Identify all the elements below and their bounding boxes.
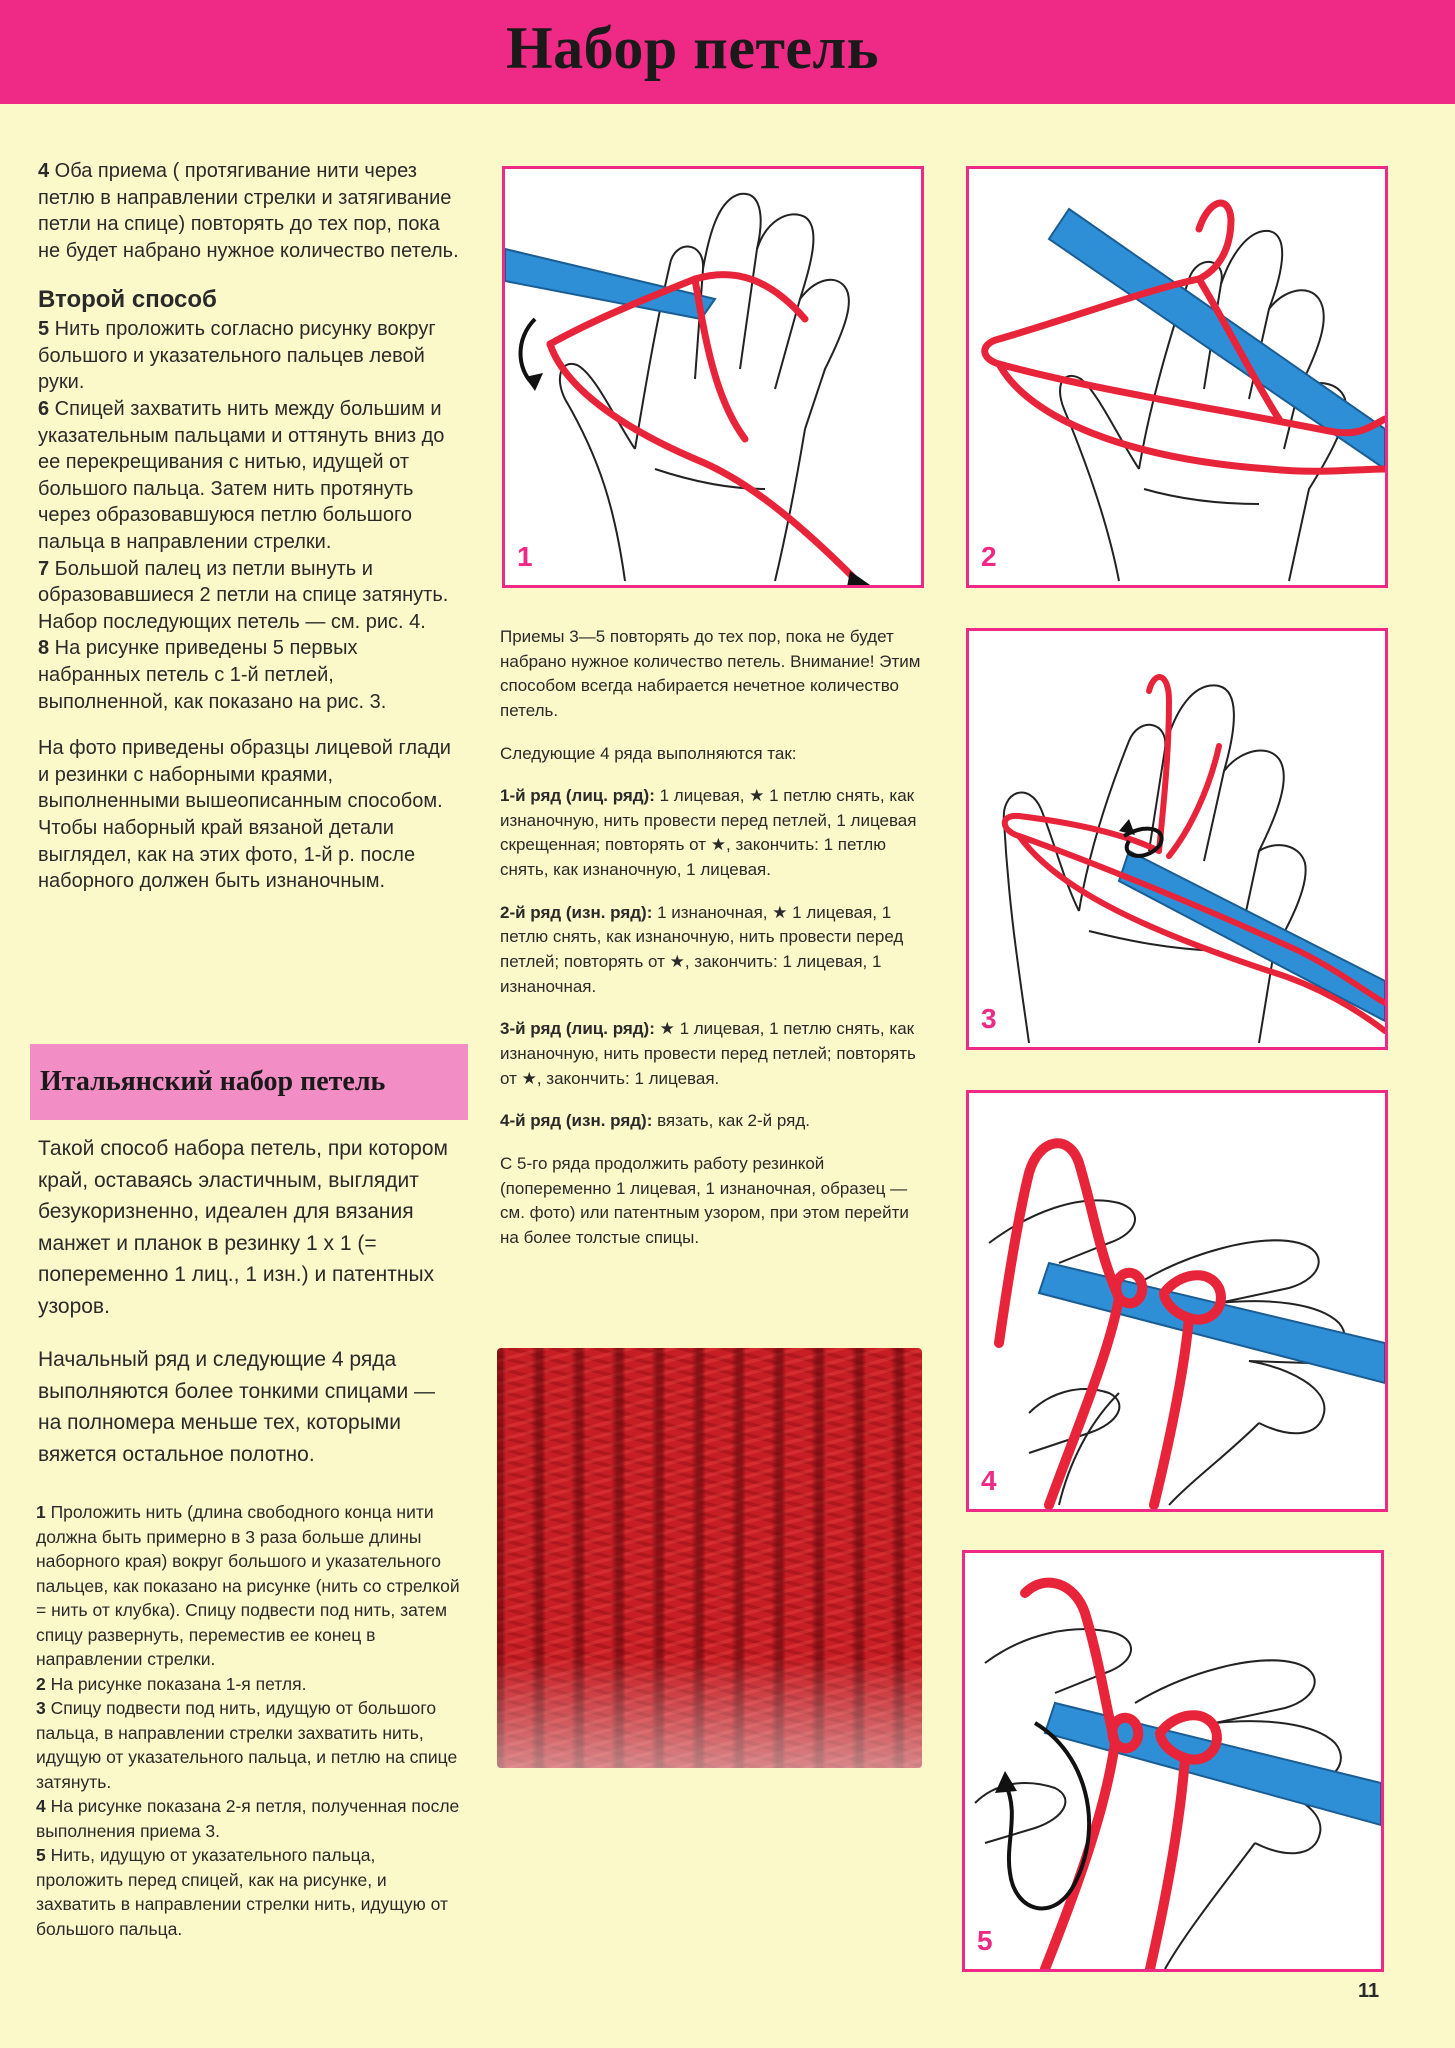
figure-5-number: 5 bbox=[977, 1925, 993, 1956]
row-4: 4-й ряд (изн. ряд): вязать, как 2-й ряд. bbox=[500, 1111, 810, 1131]
italian-section-title-box bbox=[30, 1044, 468, 1120]
step-8: 8 На рисунке приведены 5 первых набранных петель с 1-й петлей, выполненной, как показано на рис. 3. bbox=[38, 637, 387, 713]
figure-1-number: 1 bbox=[517, 541, 533, 572]
figure-4-illustration bbox=[969, 1093, 1385, 1509]
step-6: 6 Спицей захватить нить между большим и указательным пальцами и оттянуть вниз до ее перекрещивания с нитью, идущей от большого пальца. Затем нить протянуть через образовавшуюся петлю большого пальца в направлении стрелки. bbox=[38, 398, 445, 554]
step-5: 5 Нить проложить согласно рисунку вокруг большого и указательного пальцев левой руки. bbox=[38, 318, 436, 394]
figure-2 bbox=[966, 166, 1388, 588]
figure-3-number: 3 bbox=[981, 1003, 997, 1034]
italian-step-4: 4 На рисунке показана 2-я петля, полученная после выполнения приема 3. bbox=[36, 1796, 460, 1841]
figure-3 bbox=[966, 628, 1388, 1050]
rows-section bbox=[500, 625, 928, 1250]
italian-step-5: 5 Нить, идущую от указательного пальца, проложить перед спицей, как на рисунке, и захватить в направлении стрелки нить, идущую от большого пальца. bbox=[36, 1845, 449, 1939]
continue-note: С 5-го ряда продолжить работу резинкой (попеременно 1 лицевая, 1 изнаночная, образец — см. фото) или патентным узором, при этом перейти на более толстые спицы. bbox=[500, 1153, 909, 1247]
intro-step: 4 Оба приема ( протягивание нити через петлю в направлении стрелки и затягивание петли на спице) повторять до тех пор, пока не будет набрано нужное количество петель. bbox=[38, 160, 459, 262]
figure-5-illustration bbox=[965, 1553, 1381, 1969]
photo-note-1: На фото приведены образцы лицевой глади и резинки с наборными краями, выполненными вышеописанным способом. bbox=[38, 737, 451, 813]
italian-section-title: Итальянский набор петель bbox=[40, 1066, 386, 1097]
italian-para-2: Начальный ряд и следующие 4 ряда выполняются более тонкими спицами — на полномера меньше тех, которыми вяжется остальное полотно. bbox=[38, 1348, 436, 1466]
rows-intro: Следующие 4 ряда выполняются так: bbox=[500, 743, 797, 763]
page-title: Набор петель bbox=[506, 15, 879, 81]
photo-note-2: Чтобы наборный край вязаной детали выглядел, как на этих фото, 1-й р. после наборного должен быть изнаночным. bbox=[38, 816, 416, 893]
ribbing-photo bbox=[497, 1348, 922, 1768]
second-method-title: Второй способ bbox=[38, 286, 217, 314]
italian-intro bbox=[38, 1133, 463, 1470]
figure-2-number: 2 bbox=[981, 541, 997, 572]
figure-1-illustration bbox=[505, 169, 921, 585]
row-2: 2-й ряд (изн. ряд): 1 изнаночная, ★ 1 лицевая, 1 петлю снять, как изнаночную, нить провести перед петлей; повторять от ★, закончить: 1 лицевая, 1 изнаночная. bbox=[500, 902, 904, 996]
italian-step-2: 2 На рисунке показана 1-я петля. bbox=[36, 1673, 307, 1694]
page-header bbox=[0, 0, 1455, 104]
figure-4 bbox=[966, 1090, 1388, 1512]
step-7: 7 Большой палец из петли вынуть и образовавшиеся 2 петли на спице затянуть. Набор последующих петель — см. рис. 4. bbox=[38, 557, 449, 633]
row-3: 3-й ряд (лиц. ряд): ★ 1 лицевая, 1 петлю снять, как изнаночную, нить провести перед петлей; повторять от ★, закончить: 1 лицевая. bbox=[500, 1019, 916, 1088]
figure-4-number: 4 bbox=[981, 1465, 997, 1496]
italian-step-1: 1 Проложить нить (длина свободного конца нити должна быть примерно в 3 раза больше длины наборного края) вокруг большого и указательного пальцев, как показано на рисунке (нить со стрелкой = нить от клубка). Спицу подвести под нить, затем спицу развернуть, переместив ее конец в направлении стрелки. bbox=[36, 1502, 460, 1669]
italian-step-3: 3 Спицу подвести под нить, идущую от большого пальца, в направлении стрелки захватить нить, идущую от указательного пальца, и петлю на спице затянуть. bbox=[36, 1698, 458, 1792]
italian-para-1: Такой способ набора петель, при котором край, оставаясь эластичным, выглядит безукоризненно, идеален для вязания манжет и планок в резинку 1 x 1 (= попеременно 1 лиц., 1 изн.) и патентных узоров. bbox=[38, 1137, 448, 1318]
figure-2-illustration bbox=[969, 169, 1385, 585]
figure-5 bbox=[962, 1550, 1384, 1972]
italian-steps bbox=[36, 1500, 466, 1941]
repeat-note: Приемы 3—5 повторять до тех пор, пока не будет набрано нужное количество петель. Внимание! Этим способом всегда набирается нечетное количество петель. bbox=[500, 627, 921, 720]
second-method-section bbox=[38, 158, 463, 895]
row-1: 1-й ряд (лиц. ряд): 1 лицевая, ★ 1 петлю снять, как изнаночную, нить провести перед петлей, 1 лицевая скрещенная; повторять от ★, закончить: 1 петлю снять, как изнаночную, 1 лицевая. bbox=[500, 786, 917, 880]
page-number: 11 bbox=[1358, 1980, 1380, 2002]
figure-3-illustration bbox=[969, 631, 1385, 1047]
figure-1 bbox=[502, 166, 924, 588]
